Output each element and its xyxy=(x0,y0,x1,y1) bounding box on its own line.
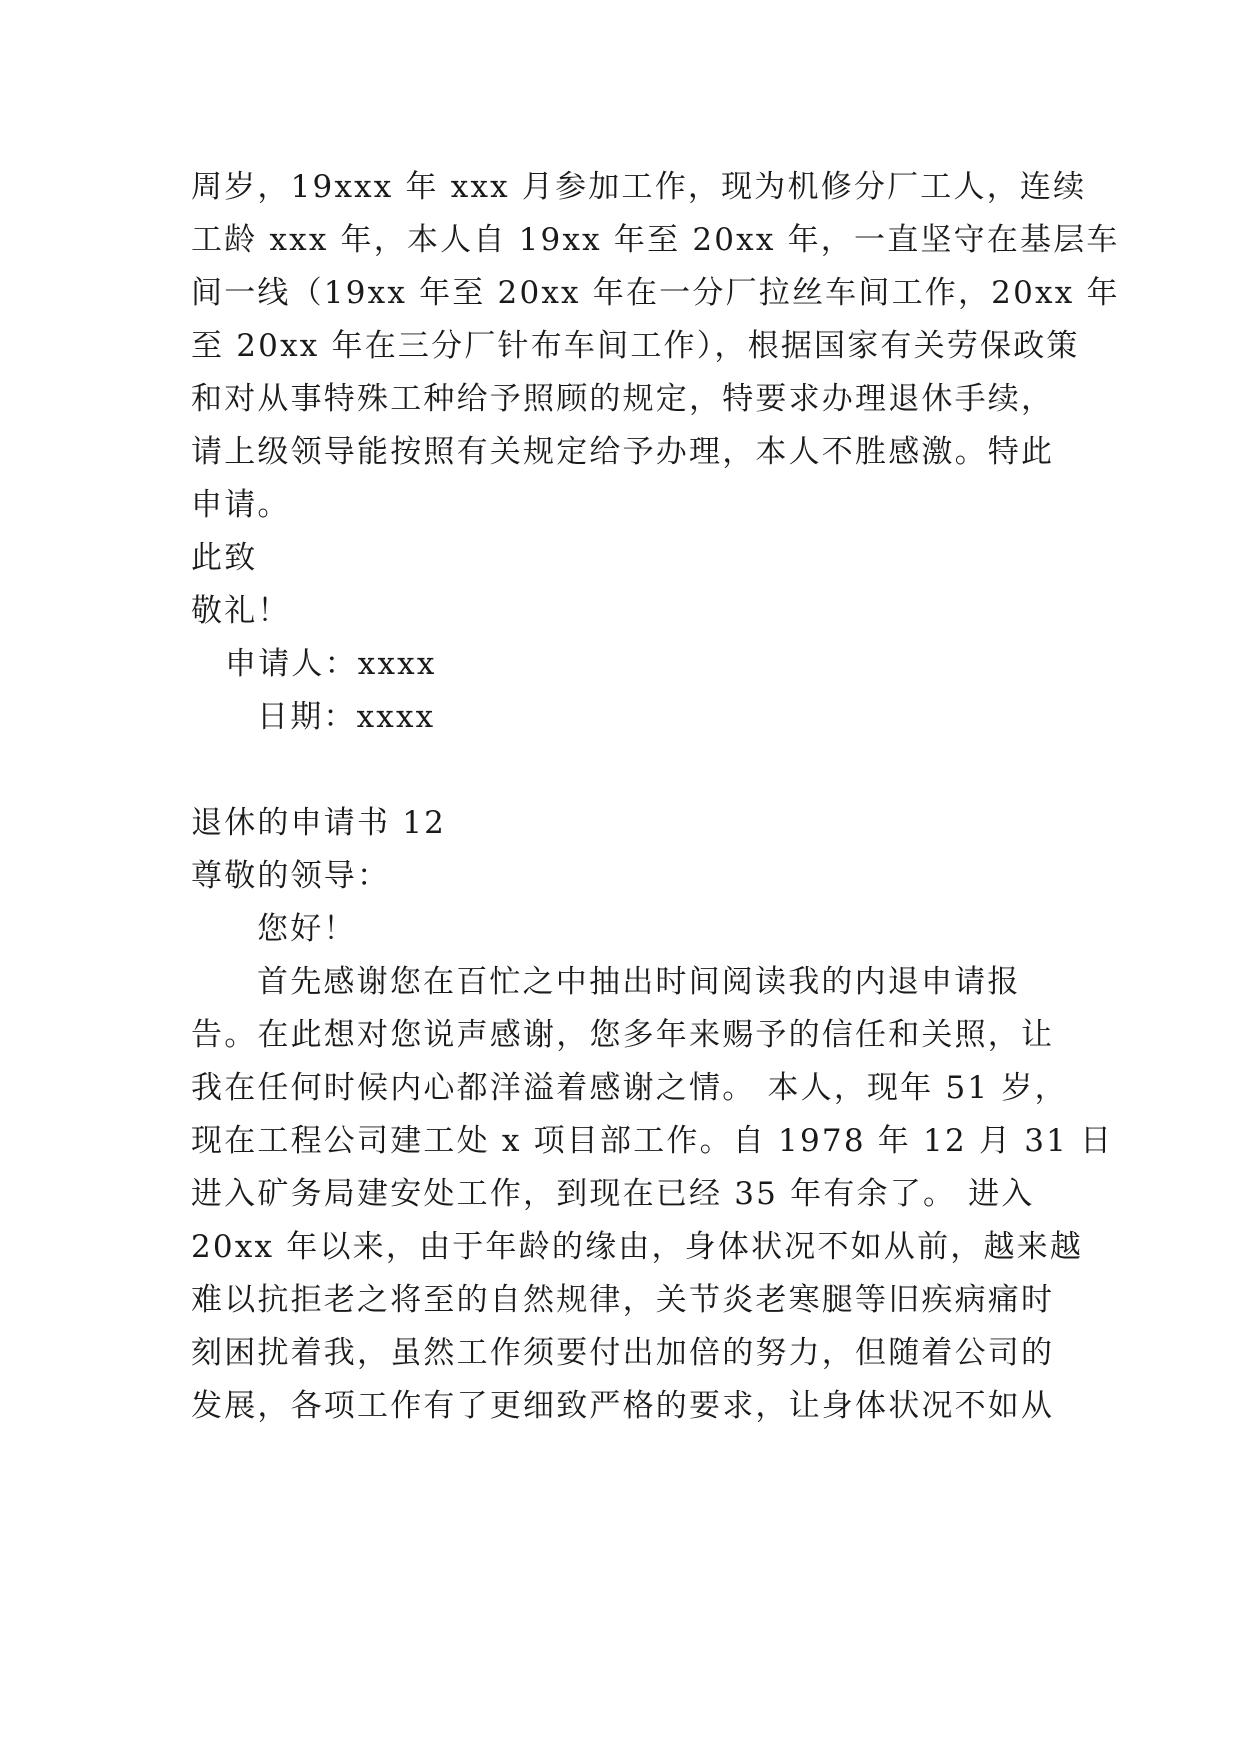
letter-title: 退休的申请书 12 xyxy=(191,805,447,841)
body-line: 刻困扰着我，虽然工作须要付出加倍的努力，但随着公司的 xyxy=(191,1335,1055,1371)
body-line: 我在任何时候内心都洋溢着感谢之情。 本人，现年 51 岁， xyxy=(191,1070,1068,1106)
closing-salute: 敬礼！ xyxy=(191,593,291,629)
body-line: 周岁，19xxx 年 xxx 月参加工作，现为机修分厂工人，连续 xyxy=(191,169,1087,205)
body-line: 申请。 xyxy=(191,487,291,523)
body-line: 首先感谢您在百忙之中抽出时间阅读我的内退申请报 xyxy=(257,964,1021,1000)
letter-greeting: 您好！ xyxy=(257,911,357,947)
body-line: 难以抗拒老之将至的自然规律，关节炎老寒腿等旧疾病痛时 xyxy=(191,1282,1055,1318)
body-line: 进入矿务局建安处工作，到现在已经 35 年有余了。 进入 xyxy=(191,1176,1035,1212)
body-line: 和对从事特殊工种给予照顾的规定，特要求办理退休手续， xyxy=(191,381,1055,417)
letter-salutation: 尊敬的领导： xyxy=(191,858,391,894)
body-line: 发展，各项工作有了更细致严格的要求，让身体状况不如从 xyxy=(191,1388,1055,1424)
closing-text: 此致 xyxy=(191,540,258,576)
signature-date: 日期：xxxx xyxy=(257,699,436,735)
body-line: 告。在此想对您说声感谢，您多年来赐予的信任和关照，让 xyxy=(191,1017,1055,1053)
applicant-signature: 申请人：xxxx xyxy=(225,646,437,682)
body-line: 请上级领导能按照有关规定给予办理，本人不胜感激。特此 xyxy=(191,434,1055,470)
body-line: 至 20xx 年在三分厂针布车间工作），根据国家有关劳保政策 xyxy=(191,328,1080,364)
body-line: 20xx 年以来，由于年龄的缘由，身体状况不如从前，越来越 xyxy=(191,1229,1084,1265)
body-line: 间一线（19xx 年至 20xx 年在一分厂拉丝车间工作，20xx 年 xyxy=(191,275,1120,311)
body-line: 现在工程公司建工处 x 项目部工作。自 1978 年 12 月 31 日 xyxy=(191,1123,1114,1159)
body-line: 工龄 xxx 年，本人自 19xx 年至 20xx 年，一直坚守在基层车 xyxy=(191,222,1120,258)
